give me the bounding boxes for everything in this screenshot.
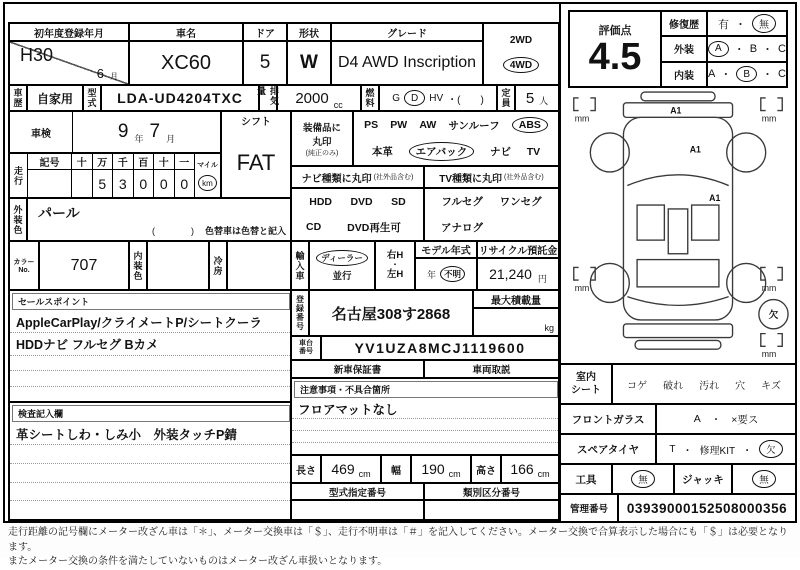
height-label: 高さ <box>472 456 502 482</box>
spare-missing-circled: 欠 <box>759 440 783 458</box>
import-lh: 左H <box>386 268 404 280</box>
inspector-section <box>10 403 290 519</box>
ac-value <box>228 242 290 289</box>
digit-value: 5 <box>93 170 114 197</box>
jack-label: ジャッキ <box>675 465 733 493</box>
equipment-label-2: 丸印 <box>312 136 332 148</box>
seat-label-1: 室内 <box>576 372 597 383</box>
recycle-value: 21,240 <box>489 266 532 282</box>
digit-label: 一 <box>179 158 190 169</box>
model-year-unknown-circled: 不明 <box>440 266 465 282</box>
shape-label: 形状 <box>288 24 330 42</box>
nav-sd: SD <box>391 195 406 208</box>
inspector-empty-line <box>10 445 290 464</box>
condition-table <box>561 363 795 521</box>
equip-aw: AW <box>419 119 437 132</box>
interior-color-label: 内装色 <box>130 242 148 289</box>
manual-label: 車両取説 <box>472 365 511 376</box>
type-numbers-section <box>292 484 558 519</box>
dot: ・ <box>710 413 722 426</box>
digit-label: 十 <box>72 154 93 169</box>
reg-no-row <box>292 291 558 337</box>
nav-type-title: ナビ種類に丸印 <box>301 173 372 185</box>
seat-row <box>561 365 795 405</box>
tv-type-title: TV種類に丸印 <box>439 173 503 185</box>
reg-no-label: 登録番号 <box>292 291 310 335</box>
digit-value: 3 <box>113 170 134 197</box>
equip-abs-circled: ABS <box>512 117 548 133</box>
exterior-b: B <box>749 42 758 55</box>
nav-cd: CD <box>306 221 322 234</box>
mid-column <box>292 112 558 519</box>
management-label: 管理番号 <box>561 495 619 521</box>
ac-label: 冷房 <box>210 242 228 289</box>
nav-hdd: HDD <box>309 195 332 208</box>
dot: ・ <box>762 69 774 82</box>
shaken-month: 7 <box>149 121 161 142</box>
spare-tire-label: スペアタイヤ <box>561 435 657 463</box>
digit-value: 0 <box>154 170 175 197</box>
seat-item: 破れ <box>663 380 684 392</box>
equip-leather: 本革 <box>371 146 393 159</box>
tread-mm-label: mm <box>761 349 777 360</box>
sales-empty-line <box>10 387 290 401</box>
mileage-row <box>10 154 220 197</box>
sheet-border <box>3 2 797 523</box>
grade-value: D4 AWD Inscription <box>337 54 477 71</box>
color-row <box>10 242 290 291</box>
capacity-cell <box>516 86 558 110</box>
history-label: 車歴 <box>10 86 28 110</box>
fuel-label: 燃料 <box>362 86 380 110</box>
digit-label: 千 <box>113 154 134 169</box>
displacement-value: 2000 <box>295 89 329 107</box>
caution-empty-line <box>292 419 558 431</box>
max-load-label: 最大積載量 <box>474 291 558 309</box>
tv-analog: アナログ <box>441 221 483 234</box>
interior-a: A <box>708 68 716 81</box>
tools-none-circled: 無 <box>631 470 655 488</box>
tv-fullseg: フルセグ <box>441 196 483 209</box>
model-code-value: LDA-UD4204TXC <box>102 86 260 110</box>
spare-kit: 修理KIT <box>699 445 736 457</box>
digit-label: 十 <box>154 154 175 169</box>
drive-2wd: 2WD <box>509 35 533 46</box>
grade-label: グレード <box>332 24 482 42</box>
digit-value: 0 <box>180 175 189 192</box>
score-box <box>568 10 788 88</box>
ext-color-value: パール <box>38 205 80 221</box>
car-name-value: XC60 <box>160 51 212 74</box>
left-column <box>10 112 292 519</box>
sales-line-2: HDDナビ フルセグ Bカメ <box>10 333 290 356</box>
spare-tire-row <box>561 435 795 465</box>
color-no-label1: カラー <box>13 259 35 266</box>
caution-empty-line <box>292 443 558 454</box>
dot: ・ <box>762 43 774 56</box>
displacement-label: 排気量 <box>260 86 278 110</box>
width-label: 幅 <box>382 456 412 482</box>
equip-tv: TV <box>526 145 541 158</box>
width-value: 190 <box>421 461 445 477</box>
reg-date-value <box>10 42 128 84</box>
footer-notes <box>8 526 794 570</box>
dot: ・ <box>742 445 753 457</box>
score-value: 4.5 <box>588 36 642 78</box>
length-value: 469 <box>331 461 355 477</box>
caution-line-1: フロアマットなし <box>292 400 558 419</box>
sales-points-label: セールスポイント <box>12 293 290 310</box>
row-header <box>10 24 558 84</box>
model-year-label: モデル年式 <box>416 242 476 259</box>
caution-empty-line <box>292 431 558 443</box>
damage-mark-a1: A1 <box>689 144 701 155</box>
equip-navi: ナビ <box>489 146 511 159</box>
chassis-label-2: 番号 <box>299 348 313 355</box>
shift-value: FAT <box>236 149 276 175</box>
inspector-label: 検査記入欄 <box>12 405 290 422</box>
fuel-g: G <box>392 92 400 104</box>
reg-year: H30 <box>20 45 54 65</box>
seat-item: 汚れ <box>699 380 720 392</box>
repair-no-circled: 無 <box>752 14 776 33</box>
classification-value <box>425 501 558 519</box>
caution-section <box>292 379 558 456</box>
ext-color-label: 外装色 <box>10 199 28 240</box>
caution-label: 注意事項・不具合箇所 <box>294 381 558 398</box>
reg-no-value: 名古屋308す2868 <box>310 291 474 335</box>
tv-oneseg: ワンセグ <box>499 196 542 209</box>
cc-unit: cc <box>333 100 343 110</box>
model-code-label: 型式 <box>84 86 102 110</box>
import-parallel: 並行 <box>332 270 352 282</box>
shaken-label: 車検 <box>31 128 51 140</box>
spare-t: T <box>669 443 676 455</box>
nav-type-note: (社外品含む) <box>373 174 414 181</box>
tread-mm-label: mm <box>574 282 590 293</box>
sales-empty-line <box>10 356 290 371</box>
warranty-label: 新車保証書 <box>292 361 425 377</box>
repair-history-label: 修復歴 <box>662 12 708 35</box>
exterior-grade-label: 外装 <box>662 37 708 60</box>
capacity-value: 5 <box>525 89 535 107</box>
jack-none-circled: 無 <box>752 470 776 488</box>
max-load-value <box>474 309 558 335</box>
front-glass-label: フロントガラス <box>561 405 657 433</box>
displacement-cell <box>278 86 362 110</box>
mile-label: マイル <box>197 161 218 169</box>
interior-b-circled: B <box>736 66 757 82</box>
color-no-label2: No. <box>18 267 30 274</box>
tread-mm-label: mm <box>761 113 777 124</box>
height-value: 166 <box>510 461 534 477</box>
repair-yes: 有 <box>718 18 730 31</box>
management-number: 03939000152508000356 <box>626 500 788 516</box>
fuel-hv: HV <box>429 92 444 104</box>
body-columns <box>10 112 558 519</box>
shaken-year: 9 <box>117 121 129 142</box>
right-panel <box>561 4 795 521</box>
import-label: 輸入車 <box>292 242 310 289</box>
dimensions-row <box>292 456 558 484</box>
digit-label: 百 <box>134 154 155 169</box>
management-row <box>561 495 795 521</box>
footer-line-2: またメーター交換の条件を満たしていないものはメーター改ざん車扱いとなります。 <box>8 556 388 567</box>
shaken-row <box>10 112 220 154</box>
seat-label-2: シート <box>571 385 602 396</box>
sales-line-1: AppleCarPlay/クライメートP/シートクーラ <box>10 312 290 333</box>
seat-item: コゲ <box>627 380 648 392</box>
door-label: ドア <box>244 24 286 42</box>
import-dot: ・ <box>391 260 399 270</box>
capacity-label: 定員 <box>498 86 516 110</box>
damage-mark-a1: A1 <box>670 105 682 116</box>
color-no-value: 707 <box>40 242 130 289</box>
classification-label: 類別区分番号 <box>462 487 520 499</box>
score-label: 評価点 <box>598 25 632 37</box>
door-value: 5 <box>259 52 271 73</box>
shift-cell <box>222 112 290 197</box>
kg-unit: kg <box>544 323 554 333</box>
length-label: 長さ <box>292 456 322 482</box>
import-dealer-circled: ディーラー <box>316 250 368 266</box>
shape-value: W <box>300 52 318 73</box>
digit-value <box>72 170 93 197</box>
ext-color-paren: ( ) <box>152 226 194 236</box>
footer-line-1: 走行距離の記号欄にメーター改ざん車は「＊」、メーター交換車は「＄」、走行不明車は「＃」を記入してください。メーター交換で合算表示した場合にも「＄」は必要となります。 <box>8 527 788 553</box>
equip-sunroof: サンルーフ <box>448 119 500 132</box>
import-row <box>292 242 558 291</box>
history-value: 自家用 <box>28 86 84 110</box>
tools-label: 工具 <box>561 465 613 493</box>
nav-tv-section <box>292 167 558 242</box>
fuel-cell <box>380 86 498 110</box>
fuel-other: ・( ) <box>447 94 484 106</box>
shift-label: シフト <box>241 116 271 128</box>
glass-x: ×要ス <box>731 413 759 426</box>
equip-ps: PS <box>364 119 379 132</box>
inspector-empty-line <box>10 501 290 519</box>
import-rh: 右H <box>386 249 404 261</box>
damage-mark-a1: A1 <box>709 193 721 204</box>
chassis-label-1: 車台 <box>299 339 313 347</box>
glass-a: A <box>693 413 701 425</box>
type-designation-value <box>292 501 425 519</box>
ext-color-row <box>10 199 290 242</box>
model-year-unit: 年 <box>426 269 436 280</box>
type-designation-label: 型式指定番号 <box>292 484 425 499</box>
interior-grade-label: 内装 <box>662 63 708 86</box>
tread-mm-label: mm <box>574 113 590 124</box>
tv-type-note: (社外品含む) <box>504 174 544 181</box>
chassis-value: YV1UZA8MCJ1119600 <box>354 340 526 356</box>
inspector-line-1: 革シートしわ・しみ小 外装タッチP錆 <box>10 424 290 445</box>
car-diagram <box>561 88 795 363</box>
mileage-symbol-label: 記号 <box>28 154 71 170</box>
shaken-month-unit: 月 <box>166 134 176 144</box>
cm-unit: cm <box>448 469 461 479</box>
dot: ・ <box>733 43 745 56</box>
shaken-year-unit: 年 <box>134 134 144 144</box>
dot: ・ <box>682 445 693 457</box>
reg-date-label: 初年度登録年月 <box>10 24 128 42</box>
mileage-label: 走行 <box>10 154 28 197</box>
digit-value: 0 <box>134 170 155 197</box>
drive-4wd-circled: 4WD <box>503 57 539 73</box>
dot: ・ <box>720 69 732 82</box>
equipment-section <box>292 112 558 167</box>
main-sheet <box>5 4 561 521</box>
interior-color-value <box>148 242 210 289</box>
sales-empty-line <box>10 371 290 386</box>
reg-month-unit: 月 <box>110 72 118 81</box>
equipment-label-1: 装備品に <box>302 122 341 134</box>
docs-row <box>292 361 558 379</box>
drive-type-cell <box>484 24 558 84</box>
front-glass-row <box>561 405 795 435</box>
km-circled: km <box>198 175 217 191</box>
ext-color-note: 色替車は色替と記入 <box>204 226 286 236</box>
seat-item: キズ <box>761 380 781 392</box>
mileage-symbol-value <box>28 170 71 197</box>
sales-points-section <box>10 291 290 403</box>
exterior-a-circled: A <box>708 41 729 57</box>
digit-label: 万 <box>93 154 114 169</box>
recycle-label: リサイクル預託金 <box>478 242 558 259</box>
inspector-empty-line <box>10 483 290 502</box>
car-top-view <box>565 90 791 361</box>
chassis-row <box>292 337 558 361</box>
interior-c: C <box>778 68 786 81</box>
exterior-c: C <box>778 42 786 55</box>
dot: ・ <box>735 18 747 31</box>
seat-item: 穴 <box>735 380 746 392</box>
row-basic <box>10 84 558 112</box>
equip-pw: PW <box>390 119 408 132</box>
fuel-d-circled: D <box>404 90 425 106</box>
nav-dvd-play: DVD再生可 <box>347 221 401 234</box>
nin-unit: 人 <box>539 96 549 106</box>
yen-unit: 円 <box>537 274 547 284</box>
tread-mm-label: mm <box>761 282 777 293</box>
equip-airbag-circled: エアバック <box>409 142 475 161</box>
car-name-label: 車名 <box>130 24 242 42</box>
nav-dvd: DVD <box>350 195 373 208</box>
equipment-label-3: (純正のみ) <box>305 149 339 157</box>
inspector-empty-line <box>10 464 290 483</box>
cm-unit: cm <box>537 469 550 479</box>
cm-unit: cm <box>358 469 371 479</box>
spare-missing-mark: 欠 <box>768 310 779 322</box>
reg-month: 6 <box>96 66 104 81</box>
tools-row <box>561 465 795 495</box>
